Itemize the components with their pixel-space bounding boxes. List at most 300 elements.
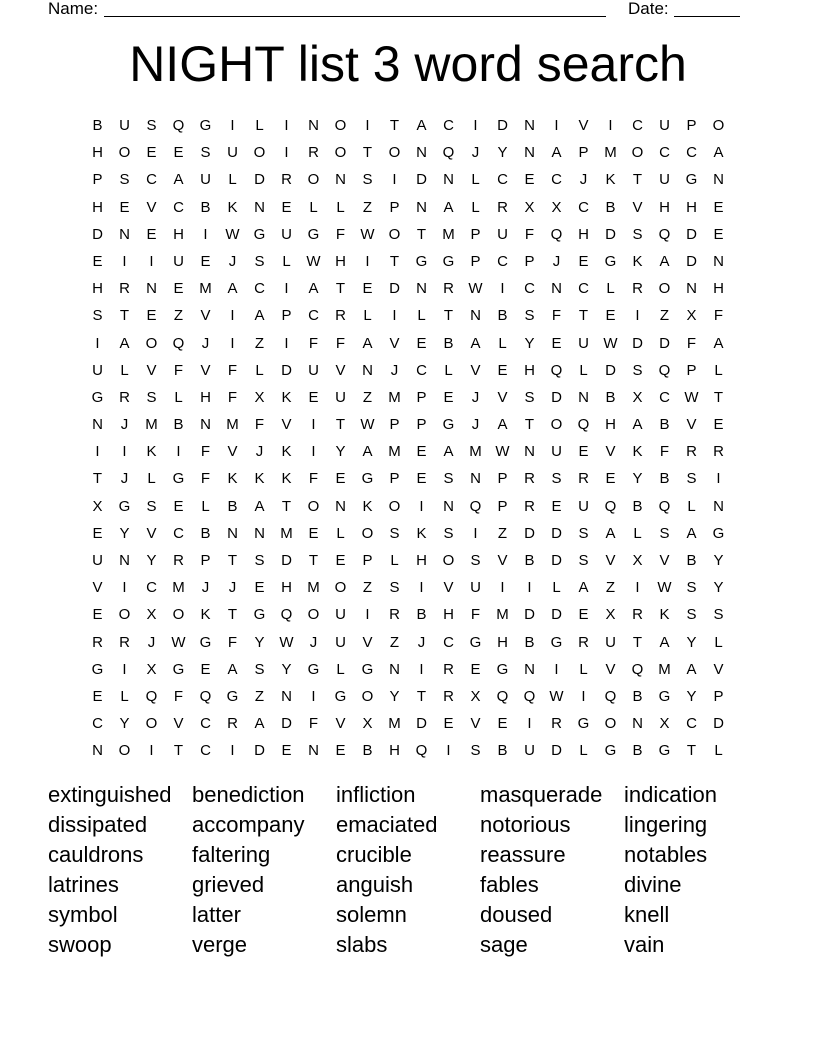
grid-letter: E <box>551 334 562 352</box>
grid-letter: M <box>226 416 239 434</box>
grid-letter: G <box>334 687 347 705</box>
grid-letter: I <box>554 117 559 134</box>
grid-letter: V <box>470 361 481 379</box>
grid-letter: U <box>659 171 670 189</box>
grid-letter: E <box>281 198 292 216</box>
grid-letter: S <box>146 497 157 515</box>
grid-letter: R <box>497 198 508 216</box>
grid-letter: E <box>578 606 589 624</box>
grid-letter: U <box>335 388 346 406</box>
word-list-item: notorious <box>480 812 571 837</box>
grid-letter: R <box>119 633 130 651</box>
grid-letter: M <box>307 579 320 597</box>
grid-letter: E <box>497 361 508 379</box>
word-list-item: extinguished <box>48 782 172 807</box>
grid-letter: T <box>308 552 319 569</box>
grid-letter: N <box>308 742 319 760</box>
grid-letter: O <box>388 497 401 515</box>
grid-letter: E <box>605 470 616 488</box>
grid-letter: B <box>605 388 616 406</box>
grid-letter: A <box>362 443 373 461</box>
grid-letter: O <box>307 171 320 189</box>
grid-letter: A <box>713 144 724 162</box>
grid-letter: G <box>91 388 104 406</box>
word-list-item: crucible <box>336 842 412 867</box>
grid-letter: M <box>496 606 509 624</box>
grid-letter: G <box>226 687 239 705</box>
grid-letter: S <box>443 524 454 542</box>
word-list-item: benediction <box>192 782 305 807</box>
word-list-item: fables <box>480 872 539 897</box>
grid-letter: A <box>362 334 373 352</box>
grid-letter: C <box>497 252 508 270</box>
grid-letter: E <box>470 660 481 678</box>
grid-letter: E <box>713 416 724 434</box>
grid-letter: U <box>605 633 616 651</box>
grid-letter: A <box>119 334 130 352</box>
grid-letter: I <box>365 252 370 270</box>
grid-letter: E <box>524 171 535 189</box>
grid-letter: I <box>230 742 235 760</box>
grid-letter: O <box>631 144 644 162</box>
grid-letter: L <box>174 388 183 406</box>
grid-letter: L <box>579 660 588 678</box>
grid-letter: C <box>443 633 454 651</box>
grid-letter: L <box>579 742 588 760</box>
grid-letter: O <box>388 225 401 243</box>
grid-letter: A <box>227 660 238 678</box>
grid-letter: C <box>173 524 184 542</box>
grid-letter: R <box>632 606 643 624</box>
grid-letter: X <box>92 497 103 515</box>
grid-letter: R <box>686 443 697 461</box>
grid-letter: K <box>362 497 373 515</box>
grid-letter: U <box>92 552 103 569</box>
grid-letter: I <box>635 307 640 325</box>
grid-letter: Y <box>335 443 346 461</box>
grid-letter: L <box>552 579 561 597</box>
word-list-item: masquerade <box>480 782 603 807</box>
grid-letter: N <box>443 171 454 189</box>
grid-letter: D <box>389 280 400 298</box>
grid-letter: G <box>550 633 563 651</box>
grid-letter: S <box>470 742 481 760</box>
grid-letter: L <box>336 198 345 216</box>
grid-letter: I <box>122 660 127 678</box>
grid-letter: Z <box>362 579 373 597</box>
grid-letter: Q <box>280 606 293 624</box>
grid-letter: X <box>254 388 265 406</box>
grid-letter: E <box>308 524 319 542</box>
word-list-item: swoop <box>48 932 112 957</box>
grid-letter: B <box>659 470 670 488</box>
grid-letter: I <box>149 252 154 270</box>
grid-letter: A <box>308 280 319 298</box>
grid-letter: D <box>551 524 562 542</box>
grid-letter: S <box>146 117 157 134</box>
grid-letter: L <box>417 307 426 325</box>
grid-letter: L <box>201 497 210 515</box>
grid-letter: V <box>173 715 184 733</box>
grid-letter: R <box>92 633 103 651</box>
grid-letter: T <box>632 633 643 651</box>
grid-letter: H <box>605 416 616 434</box>
grid-letter: S <box>578 552 589 569</box>
grid-letter: G <box>361 470 374 488</box>
grid-letter: U <box>200 171 211 189</box>
grid-letter: X <box>470 687 481 705</box>
grid-letter: I <box>122 252 127 270</box>
grid-letter: F <box>254 416 265 434</box>
grid-letter: R <box>578 470 589 488</box>
grid-letter: I <box>284 117 289 134</box>
grid-letter: I <box>446 742 451 760</box>
grid-letter: Y <box>389 687 400 705</box>
grid-letter: D <box>254 742 265 760</box>
grid-letter: D <box>605 361 616 379</box>
grid-letter: L <box>606 280 615 298</box>
grid-letter: L <box>309 198 318 216</box>
grid-letter: A <box>605 524 616 542</box>
grid-letter: T <box>713 388 724 406</box>
grid-letter: L <box>444 361 453 379</box>
grid-letter: P <box>470 252 481 270</box>
word-list-item: grieved <box>192 872 265 897</box>
grid-letter: N <box>578 388 589 406</box>
grid-letter: U <box>497 225 508 243</box>
grid-letter: W <box>549 687 564 705</box>
grid-letter: G <box>604 252 617 270</box>
grid-letter: H <box>443 606 454 624</box>
grid-letter: K <box>632 252 643 270</box>
grid-letter: C <box>173 198 184 216</box>
grid-letter: R <box>713 443 724 461</box>
grid-letter: S <box>146 388 157 406</box>
grid-letter: S <box>254 660 265 678</box>
grid-letter: D <box>551 742 562 760</box>
grid-letter: E <box>416 470 427 488</box>
grid-letter: G <box>658 742 671 760</box>
grid-letter: Z <box>389 633 400 651</box>
grid-letter: H <box>686 198 697 216</box>
grid-letter: Z <box>362 388 373 406</box>
grid-letter: S <box>659 524 670 542</box>
grid-letter: I <box>500 579 505 597</box>
grid-letter: I <box>500 280 505 298</box>
grid-letter: U <box>659 117 670 134</box>
grid-letter: G <box>469 633 482 651</box>
grid-letter: I <box>122 443 127 461</box>
grid-letter: L <box>336 524 345 542</box>
grid-letter: I <box>554 660 559 678</box>
letter-grid <box>84 112 732 765</box>
grid-letter: P <box>416 416 427 434</box>
grid-letter: A <box>416 117 427 134</box>
grid-letter: V <box>443 579 454 597</box>
grid-letter: G <box>253 225 266 243</box>
grid-letter: F <box>200 443 211 461</box>
grid-letter: C <box>146 579 157 597</box>
grid-letter: K <box>200 606 211 624</box>
grid-letter: V <box>713 660 724 678</box>
grid-letter: V <box>281 416 292 434</box>
grid-letter: F <box>227 361 238 379</box>
grid-letter: C <box>578 280 589 298</box>
grid-letter: I <box>284 144 289 162</box>
grid-letter: I <box>365 117 370 134</box>
grid-letter: K <box>632 443 643 461</box>
grid-letter: R <box>524 497 535 515</box>
word-list-item: indication <box>624 782 717 807</box>
grid-letter: L <box>255 117 264 134</box>
grid-letter: B <box>416 606 427 624</box>
word-list-item: knell <box>624 902 670 927</box>
grid-letter: V <box>146 198 157 216</box>
grid-letter: S <box>686 470 697 488</box>
grid-letter: H <box>524 361 535 379</box>
grid-letter: J <box>201 334 210 352</box>
grid-letter: N <box>416 144 427 162</box>
grid-letter: G <box>712 524 725 542</box>
grid-letter: N <box>524 443 535 461</box>
word-list-item: verge <box>192 932 248 957</box>
grid-letter: S <box>524 307 535 325</box>
grid-letter: O <box>442 552 455 569</box>
grid-letter: G <box>199 633 212 651</box>
grid-letter: R <box>335 307 346 325</box>
grid-letter: B <box>227 497 238 515</box>
grid-letter: V <box>362 633 373 651</box>
grid-letter: P <box>578 144 589 162</box>
grid-letter: C <box>92 715 103 733</box>
grid-letter: B <box>605 198 616 216</box>
grid-letter: G <box>91 660 104 678</box>
grid-letter: T <box>686 742 697 760</box>
grid-letter: I <box>527 579 532 597</box>
grid-letter: I <box>311 416 316 434</box>
grid-letter: X <box>362 715 373 733</box>
word-list-item: cauldrons <box>48 842 144 867</box>
date-blank-line[interactable] <box>674 16 740 17</box>
grid-letter: D <box>524 524 535 542</box>
grid-letter: V <box>227 443 238 461</box>
grid-letter: H <box>281 579 292 597</box>
grid-letter: J <box>579 171 588 189</box>
grid-letter: V <box>686 416 697 434</box>
grid-letter: N <box>119 225 130 243</box>
grid-letter: X <box>632 388 643 406</box>
grid-letter: P <box>389 470 400 488</box>
grid-letter: Y <box>119 524 130 542</box>
grid-letter: A <box>173 171 184 189</box>
grid-letter: S <box>389 524 400 542</box>
grid-letter: C <box>659 144 670 162</box>
grid-letter: N <box>713 497 724 515</box>
grid-letter: J <box>147 633 156 651</box>
grid-letter: B <box>92 117 103 134</box>
grid-letter: B <box>173 416 184 434</box>
grid-letter: B <box>632 497 643 515</box>
grid-letter: W <box>657 579 672 597</box>
grid-letter: O <box>145 715 158 733</box>
grid-letter: T <box>416 225 427 243</box>
grid-letter: V <box>605 443 616 461</box>
grid-letter: O <box>361 524 374 542</box>
grid-letter: C <box>146 171 157 189</box>
grid-letter: Q <box>469 497 482 515</box>
grid-letter: P <box>389 198 400 216</box>
grid-letter: V <box>659 552 670 569</box>
grid-letter: G <box>361 660 374 678</box>
grid-letter: D <box>254 171 265 189</box>
grid-letter: H <box>578 225 589 243</box>
grid-letter: I <box>419 497 424 515</box>
grid-letter: E <box>578 252 589 270</box>
grid-letter: O <box>658 280 671 298</box>
grid-letter: V <box>335 715 346 733</box>
grid-letter: I <box>230 117 235 134</box>
grid-letter: R <box>281 171 292 189</box>
grid-letter: Y <box>254 633 265 651</box>
grid-letter: N <box>335 497 346 515</box>
grid-letter: N <box>119 552 130 569</box>
grid-letter: Q <box>496 687 509 705</box>
grid-letter: F <box>713 307 724 325</box>
grid-letter: Q <box>523 687 536 705</box>
grid-letter: G <box>658 687 671 705</box>
grid-letter: N <box>308 117 319 134</box>
grid-letter: K <box>659 606 670 624</box>
grid-letter: F <box>335 225 346 243</box>
grid-letter: G <box>604 742 617 760</box>
grid-letter: R <box>443 660 454 678</box>
name-label: Name: <box>48 0 99 18</box>
grid-letter: W <box>360 225 375 243</box>
grid-letter: O <box>334 579 347 597</box>
grid-letter: N <box>389 660 400 678</box>
grid-letter: P <box>281 307 292 325</box>
grid-letter: I <box>230 334 235 352</box>
grid-letter: F <box>227 388 238 406</box>
grid-letter: S <box>713 606 724 624</box>
grid-letter: E <box>335 742 346 760</box>
grid-letter: D <box>551 552 562 569</box>
grid-letter: N <box>470 470 481 488</box>
grid-letter: W <box>171 633 186 651</box>
name-blank-line[interactable] <box>104 16 606 17</box>
grid-letter: F <box>173 687 184 705</box>
grid-letter: G <box>442 252 455 270</box>
grid-letter: P <box>713 687 724 705</box>
grid-letter: R <box>389 606 400 624</box>
grid-letter: N <box>443 497 454 515</box>
grid-letter: Y <box>524 334 535 352</box>
grid-letter: N <box>416 280 427 298</box>
grid-letter: I <box>230 307 235 325</box>
grid-letter: L <box>714 633 723 651</box>
grid-letter: Q <box>550 225 563 243</box>
grid-letter: C <box>416 361 427 379</box>
grid-letter: A <box>497 416 508 434</box>
grid-letter: V <box>200 361 211 379</box>
grid-letter: E <box>146 307 157 325</box>
grid-letter: O <box>550 416 563 434</box>
word-list-item: sage <box>480 932 528 957</box>
grid-letter: U <box>335 633 346 651</box>
grid-letter: F <box>308 470 319 488</box>
grid-letter: I <box>149 742 154 760</box>
grid-letter: E <box>254 579 265 597</box>
grid-letter: F <box>173 361 184 379</box>
grid-letter: O <box>334 144 347 162</box>
grid-letter: T <box>119 307 130 325</box>
grid-letter: K <box>281 388 292 406</box>
grid-letter: D <box>605 225 616 243</box>
grid-letter: V <box>578 117 589 134</box>
grid-letter: T <box>281 497 292 515</box>
grid-letter: O <box>145 334 158 352</box>
grid-letter: S <box>119 171 130 189</box>
grid-letter: A <box>443 198 454 216</box>
grid-letter: F <box>308 334 319 352</box>
grid-letter: N <box>632 715 643 733</box>
grid-letter: X <box>551 198 562 216</box>
grid-letter: R <box>524 470 535 488</box>
grid-letter: M <box>199 280 212 298</box>
grid-letter: Q <box>550 361 563 379</box>
grid-letter: E <box>281 742 292 760</box>
grid-letter: D <box>416 715 427 733</box>
grid-letter: F <box>200 470 211 488</box>
grid-letter: B <box>686 552 697 569</box>
grid-letter: V <box>605 552 616 569</box>
grid-letter: A <box>713 334 724 352</box>
grid-letter: V <box>389 334 400 352</box>
grid-letter: E <box>200 660 211 678</box>
grid-letter: Y <box>713 552 724 569</box>
grid-letter: D <box>713 715 724 733</box>
grid-letter: H <box>713 280 724 298</box>
grid-letter: S <box>578 524 589 542</box>
grid-letter: Q <box>631 660 644 678</box>
grid-letter: N <box>254 198 265 216</box>
grid-letter: X <box>146 660 157 678</box>
grid-letter: J <box>471 144 480 162</box>
grid-letter: Q <box>442 144 455 162</box>
grid-letter: F <box>524 225 535 243</box>
grid-letter: B <box>632 687 643 705</box>
grid-letter: N <box>362 361 373 379</box>
grid-letter: C <box>497 171 508 189</box>
grid-letter: I <box>419 579 424 597</box>
grid-letter: Q <box>658 361 671 379</box>
grid-letter: D <box>686 225 697 243</box>
grid-letter: S <box>524 388 535 406</box>
grid-letter: J <box>201 579 210 597</box>
grid-letter: P <box>200 552 211 569</box>
grid-letter: U <box>119 117 130 134</box>
grid-letter: C <box>308 307 319 325</box>
grid-letter: L <box>255 361 264 379</box>
grid-letter: D <box>659 334 670 352</box>
grid-letter: V <box>146 524 157 542</box>
grid-letter: R <box>551 715 562 733</box>
grid-letter: E <box>92 252 103 270</box>
word-list-item: infliction <box>336 782 416 807</box>
grid-letter: L <box>282 252 291 270</box>
grid-letter: R <box>227 715 238 733</box>
grid-letter: U <box>524 742 535 760</box>
